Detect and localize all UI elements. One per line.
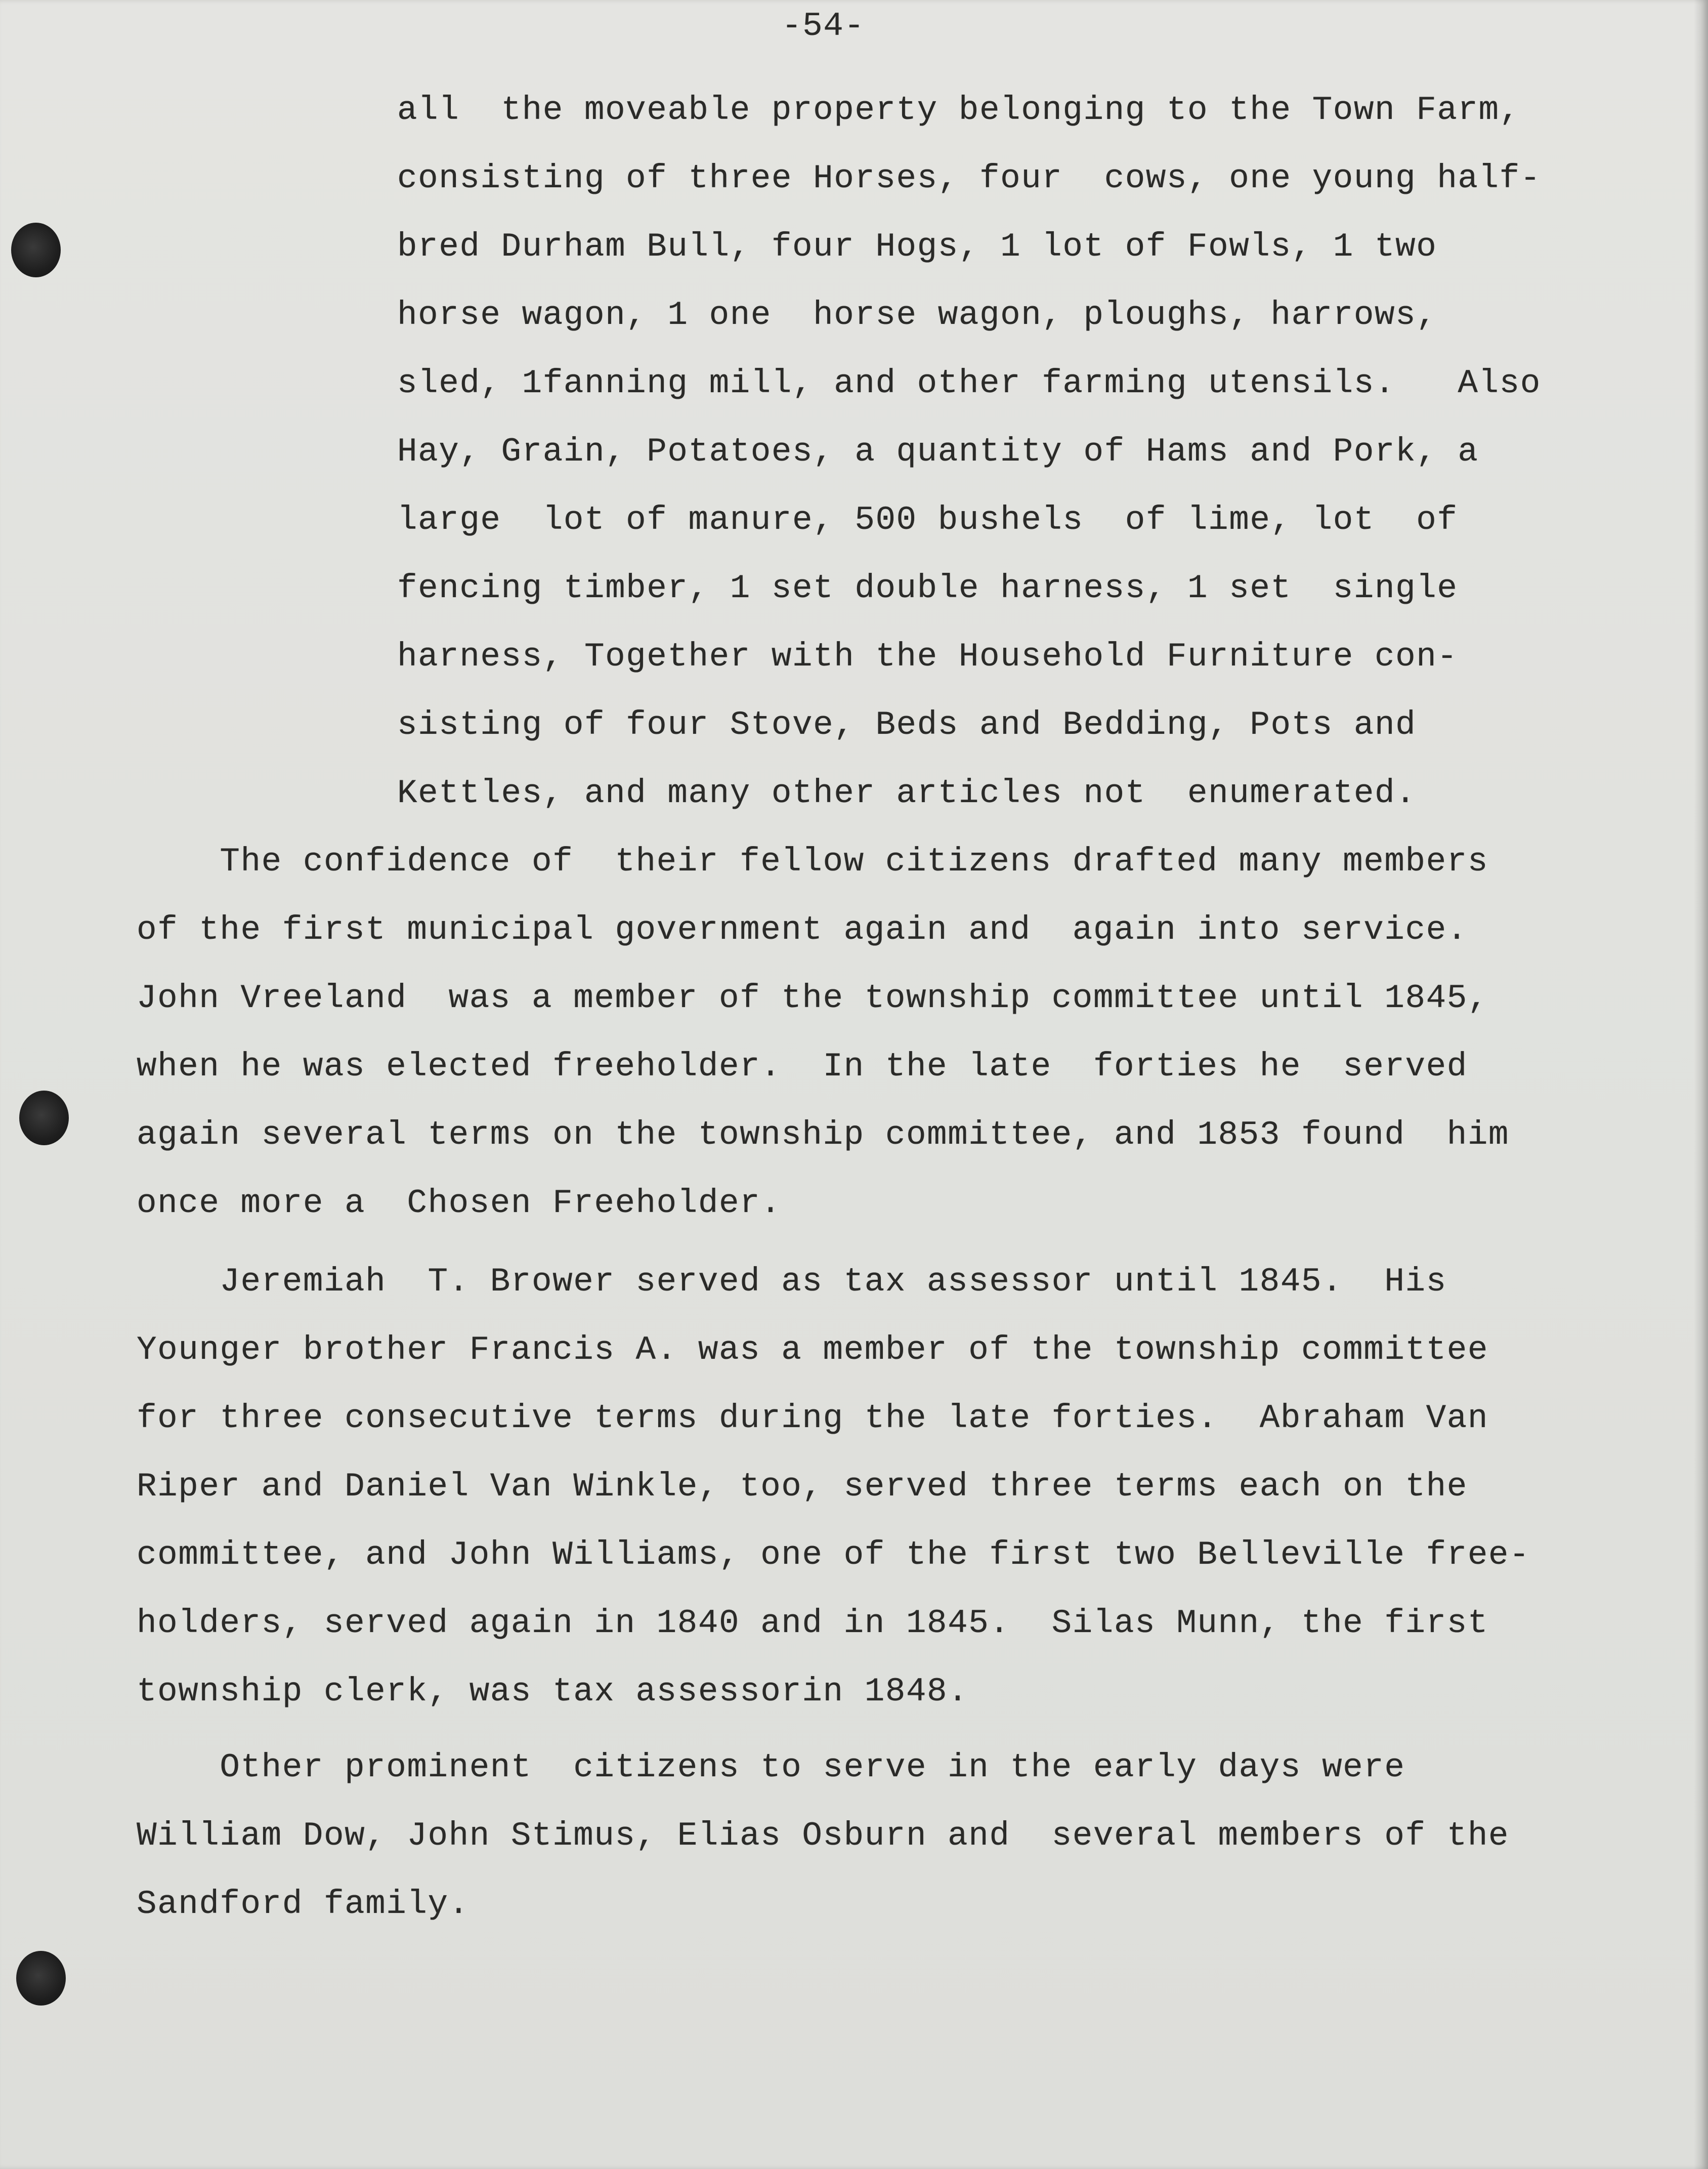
passage-line: all the moveable property belonging to the Town Farm, bbox=[397, 91, 1520, 129]
body-line: Sandford family. bbox=[137, 1885, 469, 1923]
body-line: John Vreeland was a member of the township committee until 1845, bbox=[137, 979, 1488, 1017]
body-line: when he was elected freeholder. In the late forties he served bbox=[137, 1048, 1468, 1086]
body-line: Riper and Daniel Van Winkle, too, served three terms each on the bbox=[137, 1468, 1468, 1506]
body-line: committee, and John Williams, one of the first two Belleville free- bbox=[137, 1536, 1530, 1574]
body-line: once more a Chosen Freeholder. bbox=[137, 1184, 782, 1222]
punch-hole-bottom bbox=[16, 1951, 66, 2006]
passage-line: Hay, Grain, Potatoes, a quantity of Hams and Pork, a bbox=[397, 433, 1479, 471]
page-number: -54- bbox=[782, 7, 865, 45]
passage-line: large lot of manure, 500 bushels of lime, lot of bbox=[397, 501, 1458, 539]
passage-line: horse wagon, 1 one horse wagon, ploughs, harrows, bbox=[397, 296, 1437, 334]
body-line: holders, served again in 1840 and in 1845. Silas Munn, the first bbox=[137, 1604, 1488, 1642]
passage-line: consisting of three Horses, four cows, one young half- bbox=[397, 159, 1541, 197]
passage-line: fencing timber, 1 set double harness, 1 set single bbox=[397, 569, 1458, 607]
passage-line: sled, 1fanning mill, and other farming utensils. Also bbox=[397, 364, 1541, 402]
body-line: township clerk, was tax assessorin 1848. bbox=[137, 1673, 969, 1711]
punch-hole-middle bbox=[19, 1091, 69, 1145]
passage-line: Kettles, and many other articles not enumerated. bbox=[397, 774, 1417, 812]
body-line: again several terms on the township committee, and 1853 found him bbox=[137, 1116, 1510, 1154]
body-line: The confidence of their fellow citizens drafted many members bbox=[137, 843, 1488, 881]
body-line: for three consecutive terms during the late forties. Abraham Van bbox=[137, 1399, 1488, 1437]
body-line: Jeremiah T. Brower served as tax assessor until 1845. His bbox=[137, 1263, 1447, 1301]
passage-line: sisting of four Stove, Beds and Bedding, Pots and bbox=[397, 706, 1417, 744]
body-line: of the first municipal government again and again into service. bbox=[137, 911, 1468, 949]
body-line: Other prominent citizens to serve in the early days were bbox=[137, 1748, 1405, 1786]
body-line: William Dow, John Stimus, Elias Osburn and several members of the bbox=[137, 1817, 1510, 1855]
passage-line: harness, Together with the Household Furniture con- bbox=[397, 638, 1458, 676]
page-edge-shadow bbox=[1694, 0, 1708, 2169]
passage-line: bred Durham Bull, four Hogs, 1 lot of Fowls, 1 two bbox=[397, 228, 1437, 266]
body-line: Younger brother Francis A. was a member of the township committee bbox=[137, 1331, 1488, 1369]
punch-hole-top bbox=[11, 223, 61, 277]
